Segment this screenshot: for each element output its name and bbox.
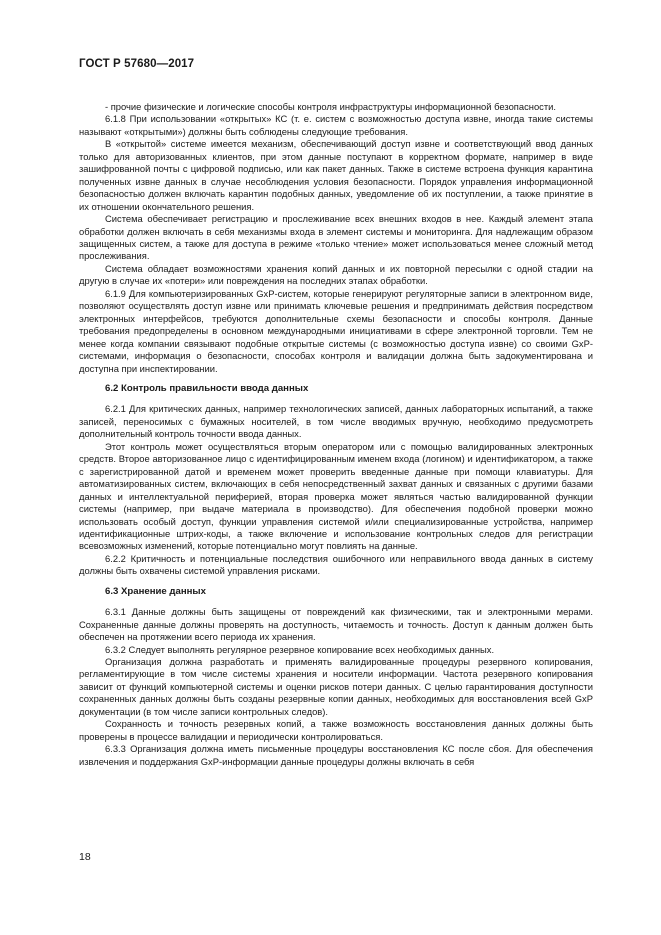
page-number: 18 <box>79 851 91 863</box>
paragraph: - прочие физические и логические способы контроля инфраструктуры информационной безопасности. <box>105 101 556 112</box>
paragraph: 6.3.1 Данные должны быть защищены от повреждений как физическими, так и электронными мерами. Сохраненные данные должны проверять на доступность, читаемость и точность. Доступ к данным должен быть обеспечен на протяжении всего периода их хранения. <box>79 606 593 643</box>
paragraph: 6.1.9 Для компьютеризированных GxP-систем, которые генерируют регуляторные записи в электронном виде, позволяют осуществлять доступ извне или принимать ключевые решения и предпринимать действия посредством электронных интерфейсов, требуются дополнительные схемы безопасности и способы контроля. Данные требования предопределены в основном международными инициативами в сфере электронной торговли. Тем не менее когда компании связывают подобные открытые системы (с возможностью доступа извне) со своими GxP-системами, информация о безопасности, способах контроля и валидации должна быть задокументирована и доступна при инспектировании. <box>79 287 593 374</box>
paragraph: 6.2.2 Критичность и потенциальные последствия ошибочного или неправильного ввода данных в систему должны быть охвачены системой управления рисками. <box>79 552 593 577</box>
document-body <box>79 101 593 768</box>
paragraph: Организация должна разработать и применять валидированные процедуры резервного копирования, регламентирующие в том числе системы хранения и носители информации. Частота резервного копирования зависит от функций компьютерной системы и оценки рисков потери данных. С целью гарантирования доступности сохраненных данных должны быть созданы резервные копии данных, необходимых для восстановления всей GxP документации (в том числе записи контрольных следов). <box>79 656 593 717</box>
paragraph: 6.3.2 Следует выполнять регулярное резервное копирование всех необходимых данных. <box>105 643 495 655</box>
document-header: ГОСТ Р 57680—2017 <box>79 58 195 70</box>
paragraph: В «открытой» системе имеется механизм, обеспечивающий доступ извне и соответствующий ввод данных только для авторизованных клиентов, при этом данные поступают в корректном формате, например в виде зашифрованной почты с цифровой подписью, или как пакет данных. Также в системе встроена функция карантина полученных извне данных в случае несоблюдения условия безопасности. Порядок управления информационной безопасностью должен включать карантин подобных данных, уведомление об их поступлении, а также принятие в их отношении окончательного решения. <box>79 138 593 212</box>
paragraph: Этот контроль может осуществляться вторым оператором или с помощью валидированных электронных средств. Второе авторизованное лицо с идентифицированным именем входа (логином) и идентификатором, а также с зарегистрированной датой и временем может проверить введенные данные при помощи клавиатуры. Для автоматизированных систем, включающих в себя непосредственный захват данных и связанных с другими базами данных и интеллектуальной периферией, вторая проверка может являться частью валидированной функции системы (например, при выдаче материала в производство). Для обеспечения подобной проверки можно использовать особый доступ, функции управления системой и/или специализированные устройства, например идентификационные штрих-коды, а также включение и использование контрольных следов для регистрации всевозможных изменений, которые потенциально могут повлиять на данные. <box>79 440 593 552</box>
paragraph: Система обладает возможностями хранения копий данных и их повторной пересылки с одной стадии на другую в случае их «потери» или повреждения на последних этапах обработки. <box>79 262 593 287</box>
section-heading: 6.3 Хранение данных <box>105 585 206 597</box>
paragraph: 6.3.3 Организация должна иметь письменные процедуры восстановления КС после сбоя. Для обеспечения извлечения и поддержания GxP-информации данные процедуры должны включать в себя <box>79 743 593 767</box>
section-heading: 6.2 Контроль правильности ввода данных <box>105 382 309 394</box>
paragraph: Сохранность и точность резервных копий, а также возможность восстановления данных должны быть проверены в процессе валидации и периодически контролироваться. <box>79 718 593 742</box>
paragraph: Система обеспечивает регистрацию и прослеживание всех внешних входов в нее. Каждый элемент этапа обработки должен включать в себя механизмы входа в элемент системы и мониторинга. Для надлежащим образом защищенных систем, а также для доступа в режиме «только чтение» может использоваться менее сложный метод прослеживания. <box>79 213 593 262</box>
paragraph: 6.1.8 При использовании «открытых» КС (т. е. систем с возможностью доступа извне, иногда такие системы называют «открытыми») должны быть соблюдены следующие требования. <box>79 113 593 137</box>
paragraph: 6.2.1 Для критических данных, например технологических записей, данных лабораторных испытаний, а также записей, переносимых с бумажных носителей, в том числе вводимых вручную, необходимо предусмотреть дополнительный контроль точности ввода данных. <box>79 403 593 440</box>
